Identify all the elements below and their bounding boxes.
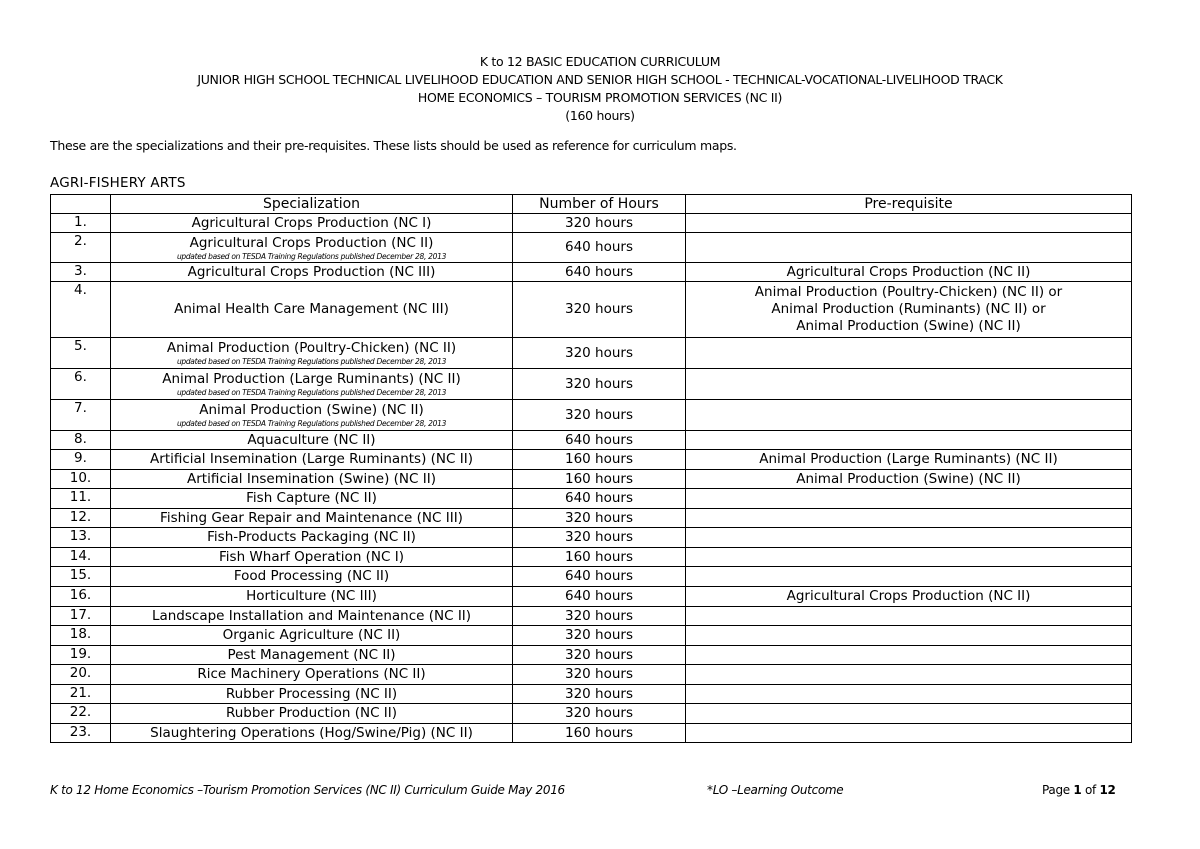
specialization-cell: Fish Capture (NC II) (111, 489, 513, 509)
hours-cell: 320 hours (513, 704, 686, 724)
table-row (51, 263, 1132, 282)
row-number: 18. (51, 626, 111, 646)
hours-cell: 320 hours (513, 369, 686, 400)
hours-cell: 640 hours (513, 587, 686, 607)
prerequisite-cell (686, 665, 1132, 685)
row-number: 9. (51, 450, 111, 470)
specialization-table (50, 194, 1132, 743)
row-number: 21. (51, 685, 111, 704)
update-note: updated based on TESDA Training Regulations published December 28, 2013 (176, 357, 447, 366)
row-number: 5. (51, 338, 111, 369)
table-row (51, 587, 1132, 607)
specialization-cell: Fish-Products Packaging (NC II) (111, 528, 513, 548)
specialization-name: Animal Production (Large Ruminants) (NC II) (162, 371, 461, 387)
hours-cell: 320 hours (513, 607, 686, 626)
prerequisite-cell (686, 528, 1132, 548)
table-row (51, 233, 1132, 263)
row-number: 11. (51, 489, 111, 509)
prerequisite-line: Animal Production (Poultry-Chicken) (NC II) or (754, 284, 1063, 300)
intro-text: These are the specializations and their pre-requisites. These lists should be used as reference for curriculum maps. (50, 138, 737, 153)
table-row (51, 489, 1132, 509)
hours-cell: 320 hours (513, 646, 686, 665)
prerequisite-cell: Agricultural Crops Production (NC II) (686, 263, 1132, 282)
specialization-cell: Artificial Insemination (Swine) (NC II) (111, 470, 513, 489)
hours-cell: 160 hours (513, 548, 686, 567)
table-row (51, 338, 1132, 369)
specialization-cell: Agricultural Crops Production (NC I) (111, 214, 513, 233)
specialization-cell: Aquaculture (NC II) (111, 431, 513, 450)
specialization-name: Animal Production (Poultry-Chicken) (NC II) (166, 340, 457, 356)
footer-lo-note: *LO –Learning Outcome (707, 783, 844, 797)
specialization-cell: Fishing Gear Repair and Maintenance (NC III) (111, 509, 513, 528)
section-title: AGRI-FISHERY ARTS (50, 175, 186, 191)
specialization-cell: Landscape Installation and Maintenance (NC II) (111, 607, 513, 626)
header-specialization: Specialization (111, 195, 513, 214)
footer-guide-title: K to 12 Home Economics –Tourism Promotion Services (NC II) Curriculum Guide May 2016 (50, 783, 565, 797)
row-number: 1. (51, 214, 111, 233)
hours-cell: 320 hours (513, 400, 686, 431)
update-note: updated based on TESDA Training Regulations published December 28, 2013 (176, 251, 447, 261)
specialization-cell (111, 369, 513, 400)
hours-cell: 320 hours (513, 626, 686, 646)
table-row (51, 450, 1132, 470)
hours-cell: 640 hours (513, 263, 686, 282)
table-row (51, 567, 1132, 587)
hours-cell: 640 hours (513, 489, 686, 509)
table-row (51, 509, 1132, 528)
row-number: 2. (51, 233, 111, 263)
prerequisite-line: Animal Production (Swine) (NC II) (796, 318, 1021, 334)
prerequisite-cell (686, 607, 1132, 626)
table-header-row (51, 195, 1132, 214)
specialization-cell (111, 400, 513, 431)
specialization-cell (111, 233, 513, 263)
table-row (51, 646, 1132, 665)
table-row (51, 607, 1132, 626)
prerequisite-cell (686, 704, 1132, 724)
prerequisite-cell: Agricultural Crops Production (NC II) (686, 587, 1132, 607)
row-number: 4. (51, 282, 111, 338)
table-row (51, 431, 1132, 450)
hours-cell: 320 hours (513, 214, 686, 233)
table-row (51, 528, 1132, 548)
specialization-cell: Animal Health Care Management (NC III) (111, 282, 513, 338)
specialization-cell: Rice Machinery Operations (NC II) (111, 665, 513, 685)
table-row (51, 400, 1132, 431)
specialization-cell: Food Processing (NC II) (111, 567, 513, 587)
row-number: 20. (51, 665, 111, 685)
update-note: updated based on TESDA Training Regulations published December 28, 2013 (176, 419, 447, 428)
table-row (51, 704, 1132, 724)
update-note: updated based on TESDA Training Regulations published December 28, 2013 (176, 388, 447, 397)
page-of: of (1081, 783, 1100, 797)
table-row (51, 665, 1132, 685)
hours-cell: 320 hours (513, 282, 686, 338)
hours-cell: 320 hours (513, 665, 686, 685)
hours-cell: 160 hours (513, 470, 686, 489)
prerequisite-cell (686, 548, 1132, 567)
specialization-cell (111, 338, 513, 369)
table-row (51, 214, 1132, 233)
hours-cell: 160 hours (513, 450, 686, 470)
track-title: JUNIOR HIGH SCHOOL TECHNICAL LIVELIHOOD EDUCATION AND SENIOR HIGH SCHOOL - TECHNICAL-VOCATIONAL-LIVELIHOOD TRACK (197, 72, 1003, 87)
prerequisite-cell (686, 282, 1132, 338)
prerequisite-cell (686, 626, 1132, 646)
prerequisite-cell (686, 646, 1132, 665)
header-number (51, 195, 111, 214)
prerequisite-cell (686, 369, 1132, 400)
document-header (0, 53, 1200, 125)
row-number: 6. (51, 369, 111, 400)
prerequisite-cell (686, 431, 1132, 450)
hours-cell: 320 hours (513, 685, 686, 704)
specialization-cell: Fish Wharf Operation (NC I) (111, 548, 513, 567)
row-number: 15. (51, 567, 111, 587)
prerequisite-cell (686, 233, 1132, 263)
row-number: 19. (51, 646, 111, 665)
hours-cell: 320 hours (513, 338, 686, 369)
row-number: 8. (51, 431, 111, 450)
specialization-cell: Organic Agriculture (NC II) (111, 626, 513, 646)
prerequisite-cell (686, 400, 1132, 431)
page-prefix: Page (1042, 783, 1074, 797)
hours-cell: 320 hours (513, 528, 686, 548)
prerequisite-cell (686, 214, 1132, 233)
row-number: 10. (51, 470, 111, 489)
row-number: 12. (51, 509, 111, 528)
hours-cell: 640 hours (513, 233, 686, 263)
prerequisite-line: Animal Production (Ruminants) (NC II) or (771, 301, 1046, 317)
row-number: 7. (51, 400, 111, 431)
table-row (51, 470, 1132, 489)
specialization-cell: Rubber Processing (NC II) (111, 685, 513, 704)
prerequisite-cell (686, 567, 1132, 587)
hours-cell: 640 hours (513, 431, 686, 450)
specialization-name: Animal Production (Swine) (NC II) (199, 402, 424, 418)
row-number: 13. (51, 528, 111, 548)
page-number (1042, 783, 1116, 797)
row-number: 16. (51, 587, 111, 607)
row-number: 3. (51, 263, 111, 282)
prerequisite-cell (686, 685, 1132, 704)
prerequisite-cell (686, 724, 1132, 743)
page-current: 1 (1073, 783, 1082, 797)
hours-cell: 160 hours (513, 724, 686, 743)
specialization-cell: Pest Management (NC II) (111, 646, 513, 665)
prerequisite-cell (686, 489, 1132, 509)
row-number: 23. (51, 724, 111, 743)
header-hours: Number of Hours (513, 195, 686, 214)
table-row (51, 626, 1132, 646)
subject-title: HOME ECONOMICS – TOURISM PROMOTION SERVICES (NC II) (417, 90, 783, 105)
row-number: 22. (51, 704, 111, 724)
page-total: 12 (1099, 783, 1116, 797)
specialization-cell: Rubber Production (NC II) (111, 704, 513, 724)
hours-cell: 320 hours (513, 509, 686, 528)
specialization-cell: Agricultural Crops Production (NC III) (111, 263, 513, 282)
table-row (51, 282, 1132, 338)
table-row (51, 548, 1132, 567)
row-number: 17. (51, 607, 111, 626)
prerequisite-cell: Animal Production (Large Ruminants) (NC II) (686, 450, 1132, 470)
header-prerequisite: Pre-requisite (686, 195, 1132, 214)
specialization-cell: Artificial Insemination (Large Ruminants) (NC II) (111, 450, 513, 470)
hours-cell: 640 hours (513, 567, 686, 587)
table-row (51, 724, 1132, 743)
specialization-cell: Horticulture (NC III) (111, 587, 513, 607)
table-row (51, 369, 1132, 400)
total-hours: (160 hours) (565, 108, 635, 123)
specialization-name: Agricultural Crops Production (NC II) (189, 234, 434, 251)
prerequisite-cell (686, 338, 1132, 369)
row-number: 14. (51, 548, 111, 567)
curriculum-title: K to 12 BASIC EDUCATION CURRICULUM (479, 54, 721, 69)
specialization-cell: Slaughtering Operations (Hog/Swine/Pig) (NC II) (111, 724, 513, 743)
prerequisite-cell (686, 509, 1132, 528)
prerequisite-cell: Animal Production (Swine) (NC II) (686, 470, 1132, 489)
table-row (51, 685, 1132, 704)
